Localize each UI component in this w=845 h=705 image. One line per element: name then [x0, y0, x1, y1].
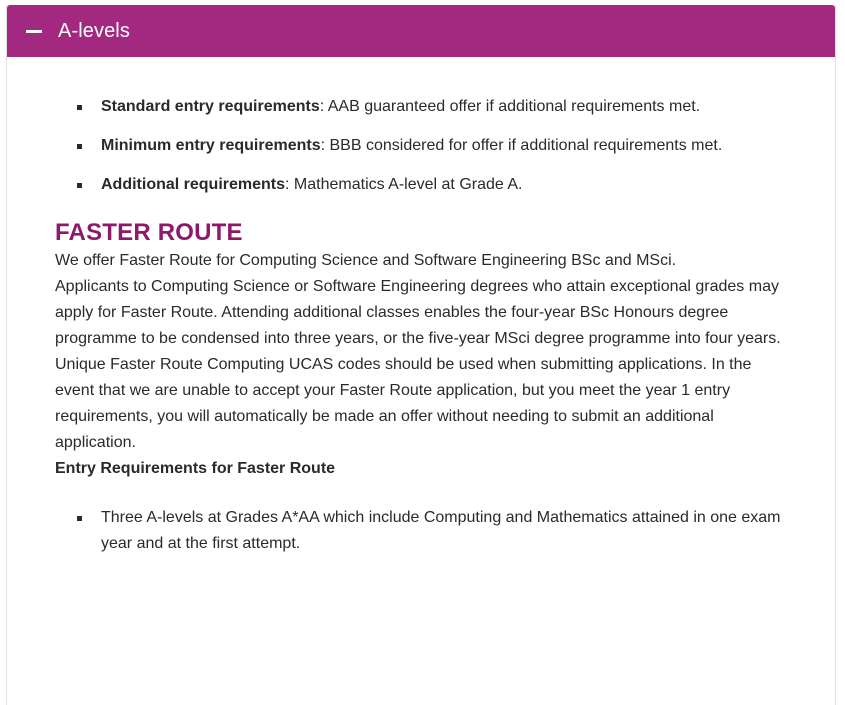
requirement-label: Additional requirements	[101, 176, 286, 193]
accordion-header[interactable]	[7, 5, 835, 57]
faster-route-ucas-info: Unique Faster Route Computing UCAS codes should be used when submitting applications. In the event that we are unable to accept your Faster Route application, but you meet the year 1 entry requirements, you will automatically be made an offer without needing to submit an additional application.	[55, 356, 752, 451]
faster-route-requirement-text: Three A-levels at Grades A*AA which include Computing and Mathematics attained in one exam year and at the first attempt.	[101, 509, 781, 552]
faster-route-description: Applicants to Computing Science or Software Engineering degrees who attain exceptional grades may apply for Faster Route. Attending additional classes enables the four-year BSc Honours degree programme to be condensed into three years, or the five-year MSci degree programme into four years.	[55, 278, 781, 347]
list-item	[55, 505, 785, 557]
faster-route-requirements-list	[55, 505, 835, 557]
faster-route-heading: FASTER ROUTE	[55, 219, 243, 246]
a-levels-accordion	[6, 5, 836, 705]
list-item	[55, 94, 835, 120]
entry-requirements-list	[55, 94, 835, 198]
requirement-text: : BBB considered for offer if additional requirements met.	[320, 137, 723, 154]
minus-icon	[26, 30, 42, 33]
list-item	[55, 133, 835, 159]
accordion-title: A-levels	[58, 19, 130, 42]
bullet-icon	[77, 105, 82, 110]
requirement-label: Standard entry requirements	[101, 98, 320, 115]
bullet-icon	[77, 516, 82, 521]
accordion-body	[7, 94, 835, 557]
requirement-label: Minimum entry requirements	[101, 137, 321, 154]
bullet-icon	[77, 183, 82, 188]
requirement-text: : AAB guaranteed offer if additional requirements met.	[319, 98, 701, 115]
bullet-icon	[77, 144, 82, 149]
faster-route-subheading: Entry Requirements for Faster Route	[55, 460, 336, 477]
requirement-text: : Mathematics A-level at Grade A.	[285, 176, 523, 193]
list-item	[55, 172, 835, 198]
faster-route-intro: We offer Faster Route for Computing Science and Software Engineering BSc and MSci.	[55, 252, 677, 269]
